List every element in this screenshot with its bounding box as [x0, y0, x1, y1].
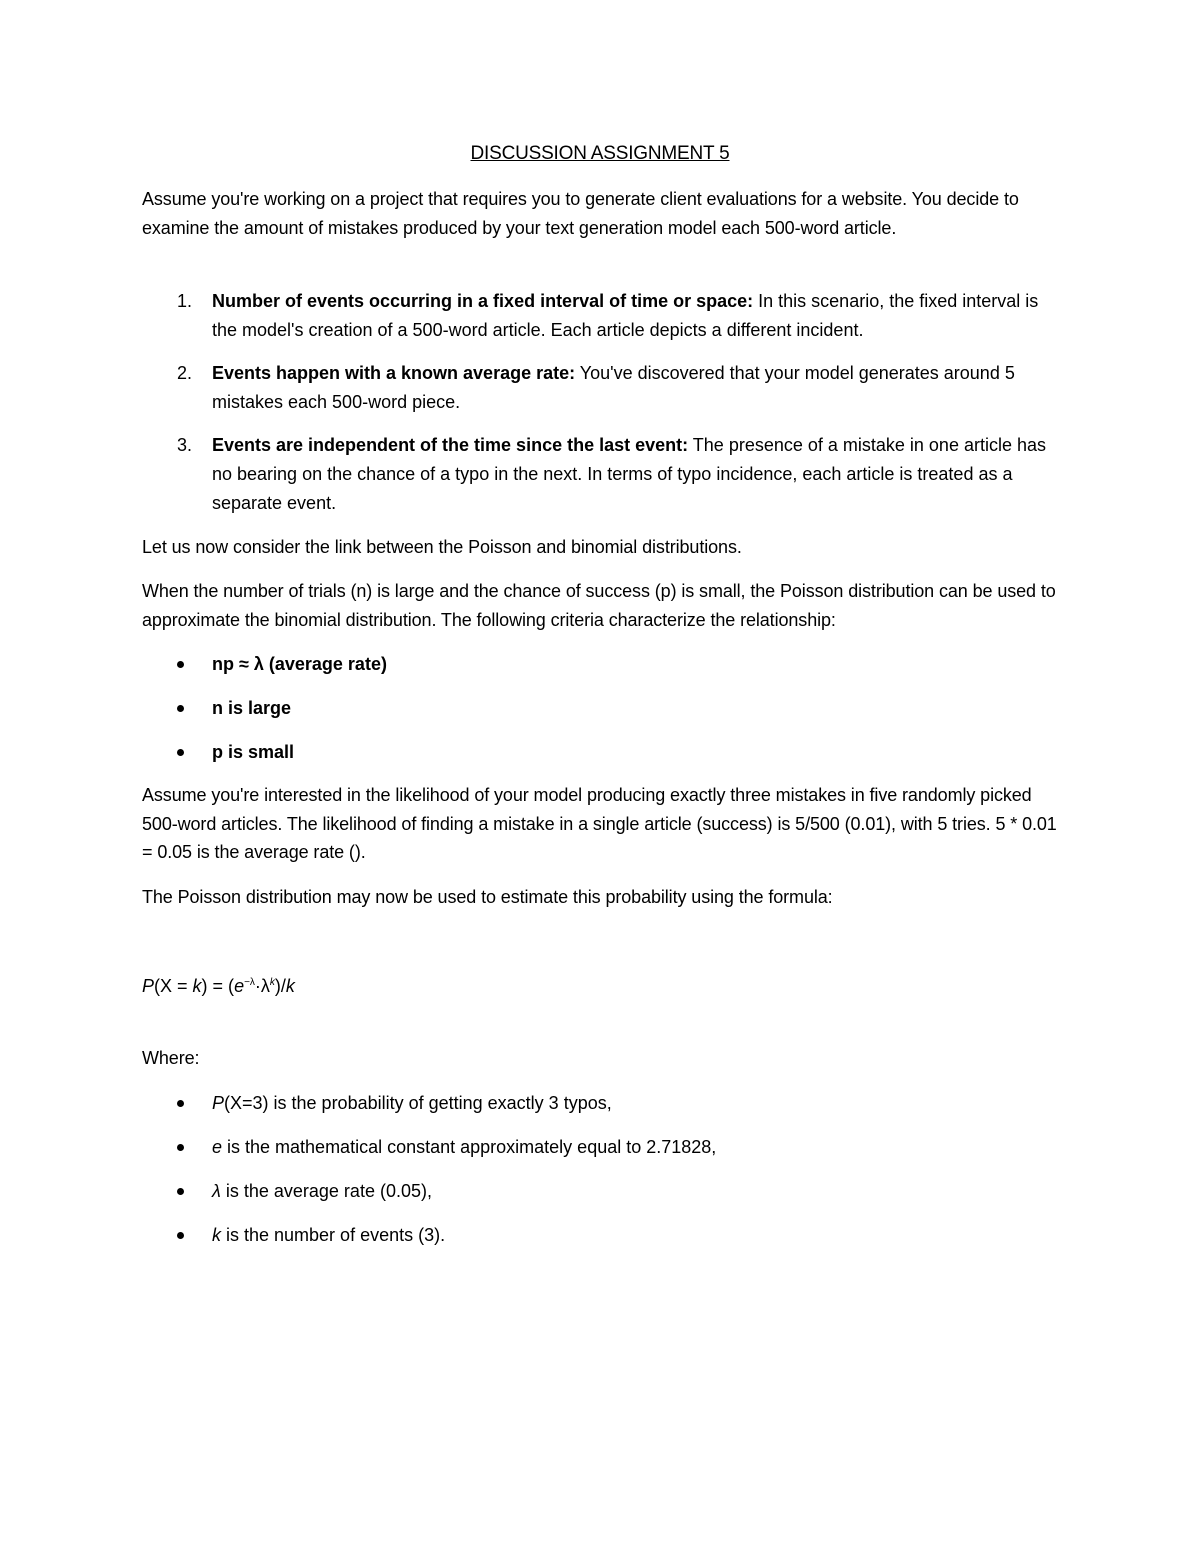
list-item-heading: Events happen with a known average rate: [212, 363, 576, 383]
bullet-icon [177, 1144, 184, 1151]
document-page [142, 0, 1058, 1553]
list-item [212, 359, 1058, 417]
list-item [212, 287, 1058, 345]
list-item-text: The presence of a mistake in one article has no bearing on the chance of a typo in the next. In terms of typo incidence, each article is treated as a separate event. [212, 435, 1046, 513]
list-item-text: In this scenario, the fixed interval is the model's creation of a 500-word article. Each article depicts a different incident. [212, 291, 1039, 340]
definition-item: e is the mathematical constant approximately equal to 2.71828, [142, 1132, 1058, 1162]
bullet-icon [177, 1100, 184, 1107]
formula-intro: The Poisson distribution may now be used to estimate this probability using the formula: [142, 887, 833, 907]
bullet-icon [177, 661, 184, 668]
approximation-paragraph: When the number of trials (n) is large and the chance of success (p) is small, the Poisson distribution can be used to approximate the binomial distribution. The following criteria characterize the relationship: [142, 581, 1056, 630]
list-item-heading: Number of events occurring in a fixed interval of time or space: [212, 291, 754, 311]
intro-paragraph: Assume you're working on a project that requires you to generate client evaluations for a website. You decide to examine the amount of mistakes produced by your text generation model each 500-word article. [142, 189, 1019, 238]
criteria-item: np ≈ λ (average rate) [142, 649, 1058, 679]
list-item-heading: Events are independent of the time since the last event: [212, 435, 689, 455]
list-item [212, 431, 1058, 518]
bullet-icon [177, 1232, 184, 1239]
criteria-item: p is small [142, 737, 1058, 767]
definition-item: λ is the average rate (0.05), [142, 1176, 1058, 1206]
definition-item: P(X=3) is the probability of getting exactly 3 typos, [142, 1088, 1058, 1118]
list-number: 1. [177, 291, 193, 311]
list-number: 3. [177, 435, 193, 455]
list-item-text: You've discovered that your model generates around 5 mistakes each 500-word piece. [212, 363, 1015, 412]
bullet-icon [177, 705, 184, 712]
poisson-formula: $P(X = k) = (e^{-\lambda}\cdot\lambda^k)/k$ [142, 976, 295, 996]
definition-item: k is the number of events (3). [142, 1220, 1058, 1250]
link-sentence: Let us now consider the link between the Poisson and binomial distributions. [142, 537, 742, 557]
where-label: Where: [142, 1048, 200, 1068]
bullet-icon [177, 749, 184, 756]
criteria-item: n is large [142, 693, 1058, 723]
example-paragraph: Assume you're interested in the likelihood of your model producing exactly three mistakes in five randomly picked 500-word articles. The likelihood of finding a mistake in a single article (success) is 5/500 (0.01), with 5 tries. 5 * 0.01 = 0.05 is the average rate (). [142, 785, 1057, 862]
list-number: 2. [177, 363, 193, 383]
bullet-icon [177, 1188, 184, 1195]
document-title: DISCUSSION ASSIGNMENT 5 [470, 143, 730, 164]
